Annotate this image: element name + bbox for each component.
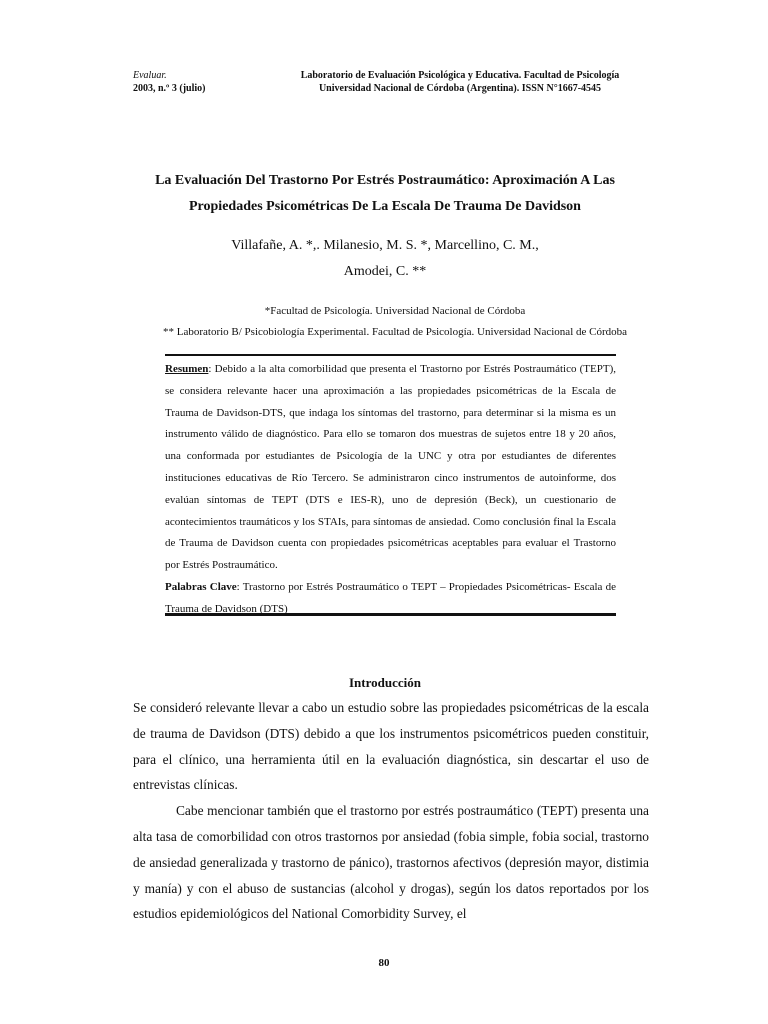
journal-name: Evaluar. [133,70,167,81]
section-heading-introduction: Introducción [349,675,421,690]
abstract-paragraph [165,359,616,577]
abstract-text: : Debido a la alta comorbilidad que presenta el Trastorno por Estrés Postraumático (TEPT), se considera relevante hacer una aproximación a las propiedades psicométricas de la Escala de Trauma de Davidson-DTS, que indaga los síntomas del trastorno, para determinar si la misma es un instrumento válido de diagnóstico. Para ello se tomaron dos muestras de sujetos entre 18 y 20 años, una conformada por estudiantes de Psicología de la UNC y otra por estudiantes de diferentes instituciones educativas de Río Tercero. Se administraron cinco instrumentos de autoinforme, dos evalúan síntomas de TEPT (DTS e IES-R), uno de depresión (Beck), un cuestionario de acontecimientos traumáticos y los STAIs, para síntomas de ansiedad. Como conclusión final la Escala de Trauma de Davidson cuenta con propiedades psicométricas aceptables para evaluar el Trastorno por Estrés Postraumático. [165,363,616,572]
running-header-right [260,69,660,95]
intro-paragraph-2: Cabe mencionar también que el trastorno por estrés postraumático (TEPT) presenta una alta tasa de comorbilidad con otros trastornos por ansiedad (fobia simple, fobia social, trastorno de ansiedad generalizada y trastorno de pánico), trastornos afectivos (depresión mayor, distimia y manía) y con el abuso de sustancias (alcohol y drogas), según los datos reportados por los estudios epidemiológicos del National Comorbidity Survey, el [133,803,649,922]
title-line-2: Propiedades Psicométricas De La Escala De Trauma De Davidson [189,199,581,214]
university-line: Universidad Nacional de Córdoba (Argentina). ISSN N°1667-4545 [318,83,602,94]
lab-line: Laboratorio de Evaluación Psicológica y Educativa. Facultad de Psicología [300,70,620,81]
intro-paragraph-1: Se consideró relevante llevar a cabo un estudio sobre las propiedades psicométricas de la escala de trauma de Davidson (DTS) debido a que los instrumentos psicométricos pueden constituir, para el clínico, una herramienta útil en la evaluación diagnóstica, sin descartar el uso de entrevistas clínicas. [133,700,649,793]
authors [130,233,640,285]
affiliations [130,301,660,343]
running-header-left [133,69,205,95]
title-line-1: La Evaluación Del Trastorno Por Estrés Postraumático: Aproximación A Las [155,173,615,188]
journal-issue: 2003, n.º 3 (julio) [133,83,206,94]
abstract-label: Resumen [165,363,209,375]
authors-line-1: Villafañe, A. *,. Milanesio, M. S. *, Marcellino, C. M., [231,238,539,253]
abstract-box [165,354,616,616]
authors-line-2: Amodei, C. ** [343,264,427,279]
affiliation-2: ** Laboratorio B/ Psicobiología Experimental. Facultad de Psicología. Universidad Nacional de Córdoba [162,326,628,338]
keywords-paragraph [165,577,616,621]
page-number: 80 [378,957,390,969]
keywords-text: : Trastorno por Estrés Postraumático o TEPT – Propiedades Psicométricas- Escala de Trauma de Davidson (DTS) [165,580,616,615]
introduction-body [133,695,649,927]
affiliation-1: *Facultad de Psicología. Universidad Nacional de Córdoba [264,305,526,317]
keywords-label: Palabras Clave [165,580,237,593]
paper-title [130,168,640,220]
